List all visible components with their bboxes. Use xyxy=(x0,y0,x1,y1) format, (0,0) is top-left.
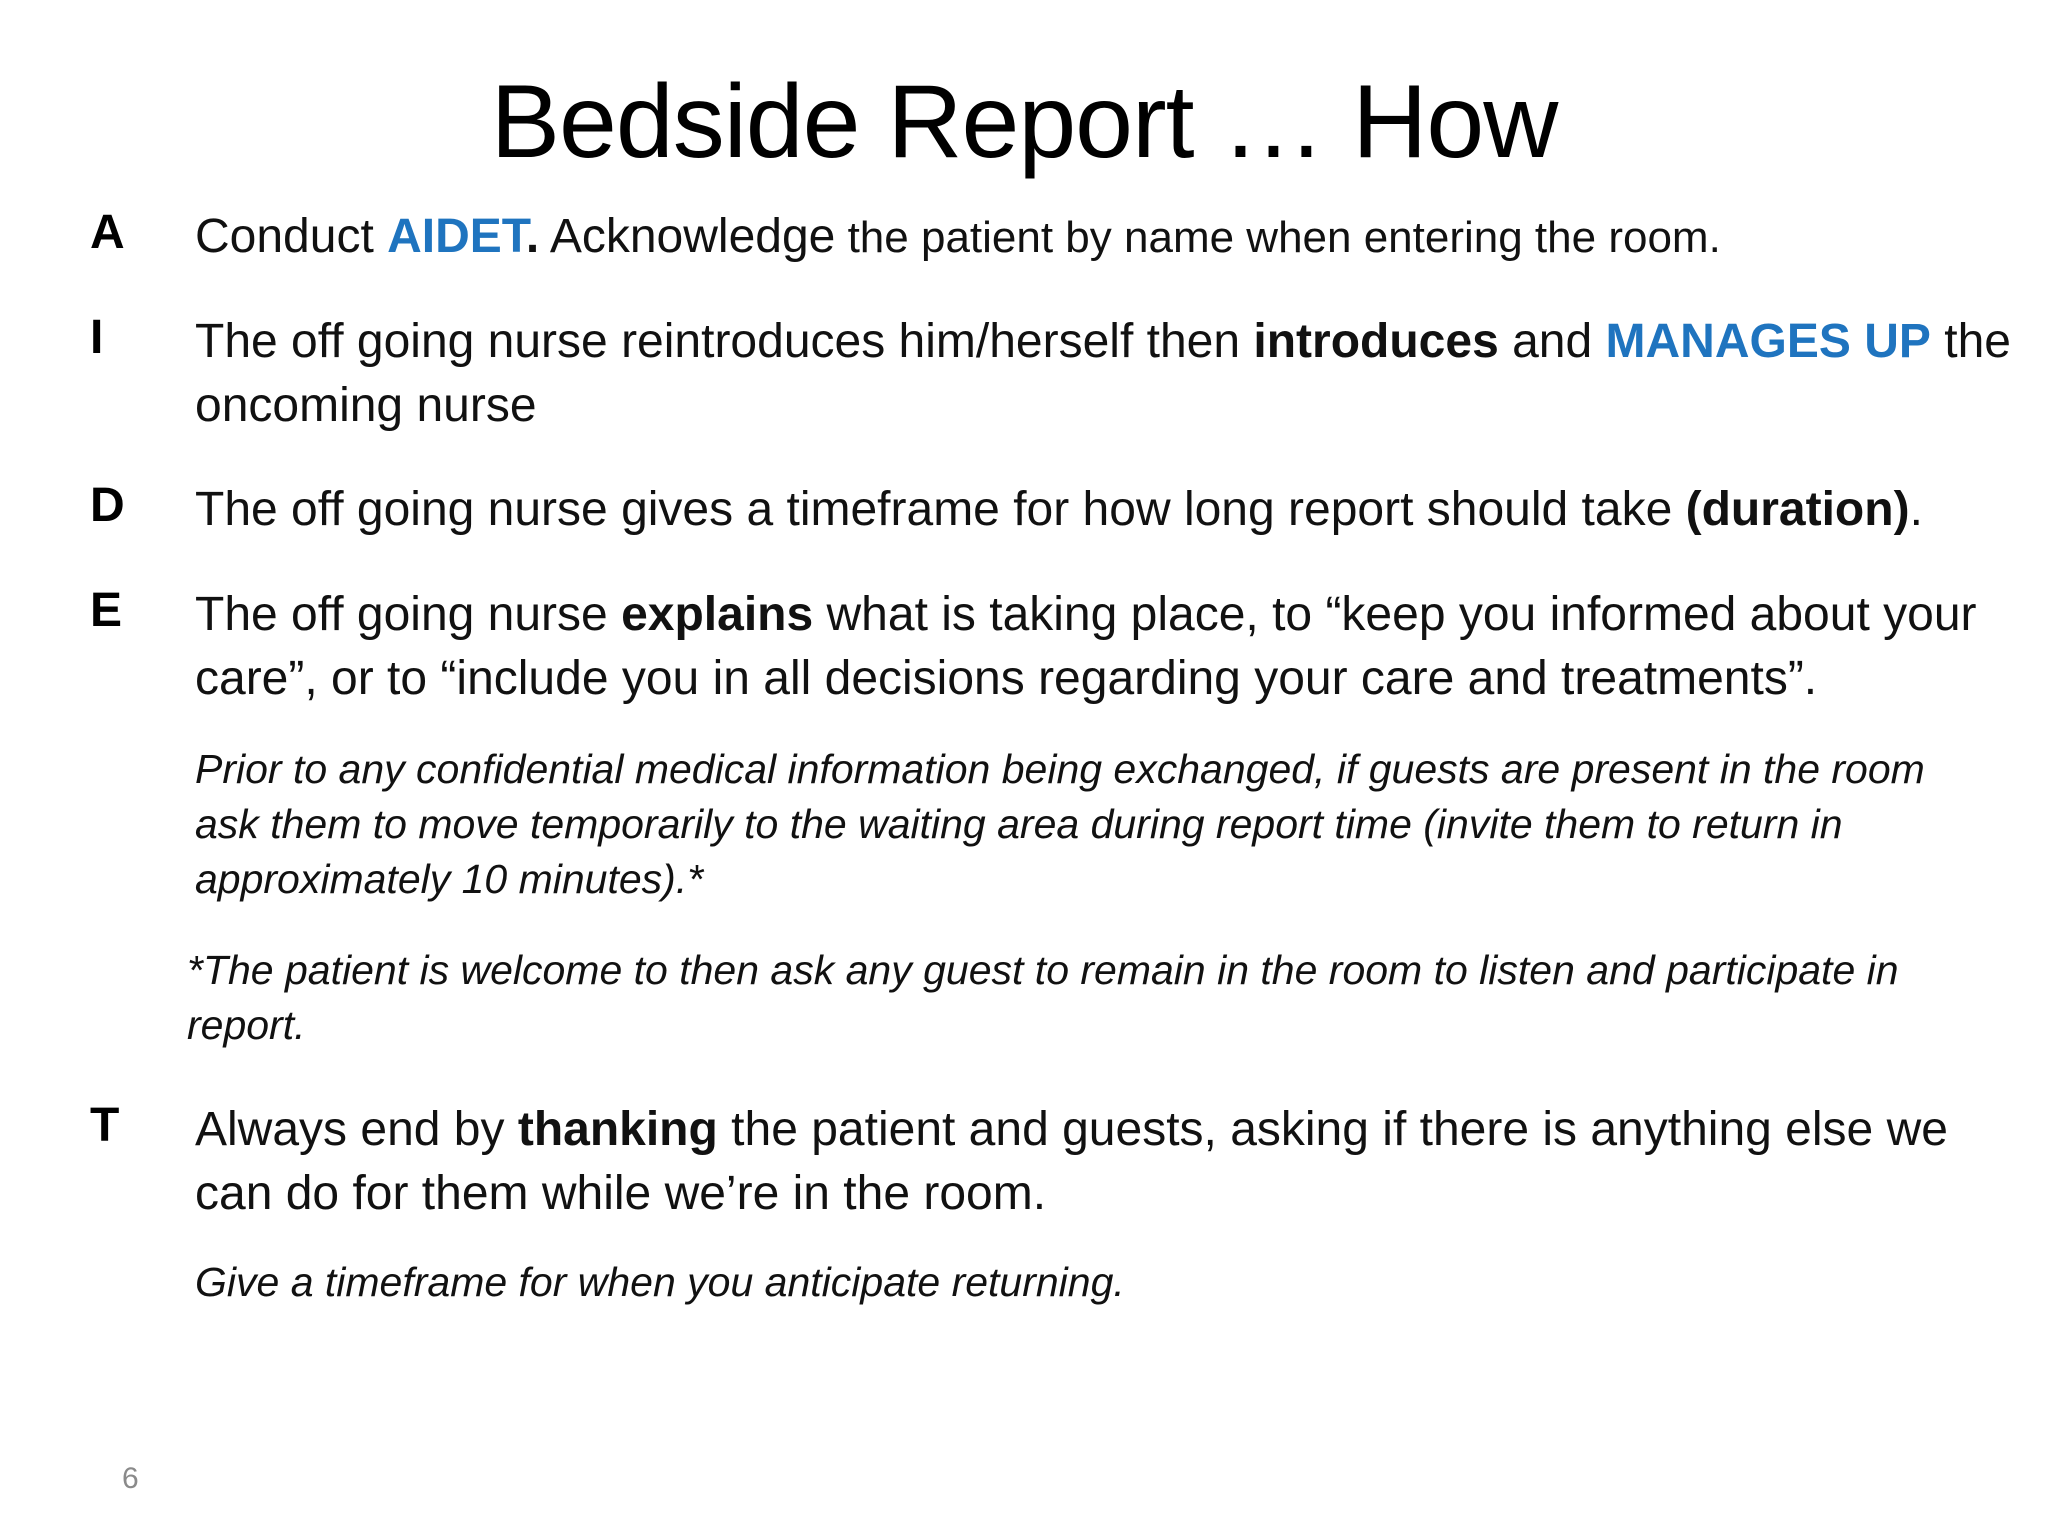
item-e-part2: what is taking place, to “keep you informed about your care”, or to “include you in all decisions regarding your care and treatments”. xyxy=(195,588,1977,705)
item-a-part3: the patient by name when entering the room. xyxy=(835,213,1721,262)
item-a-text xyxy=(195,205,2015,270)
manages-up-keyword: MANAGES UP xyxy=(1605,315,1931,368)
item-t-note: Give a timeframe for when you anticipate returning. xyxy=(195,1259,1125,1305)
introduces-keyword: introduces xyxy=(1253,315,1499,368)
slide-title: Bedside Report … How xyxy=(490,64,1558,180)
thanking-keyword: thanking xyxy=(517,1103,718,1156)
item-e-text xyxy=(195,583,2015,711)
letter-d: D xyxy=(90,479,125,532)
item-i-text xyxy=(195,310,2015,438)
explains-keyword: explains xyxy=(621,588,814,641)
item-i-part3: the oncoming nurse xyxy=(195,315,2011,432)
item-d-part2: . xyxy=(1909,483,1923,536)
item-t-part1: Always end by xyxy=(195,1103,518,1156)
item-a-dot: . xyxy=(525,210,540,263)
item-a-part2: Acknowledge xyxy=(539,210,836,263)
item-a-part1: Conduct xyxy=(195,210,388,263)
item-d-part1: The off going nurse gives a timeframe for how long report should take xyxy=(195,483,1686,536)
letter-a: A xyxy=(90,206,125,259)
letter-i: I xyxy=(90,311,104,364)
aidet-keyword: AIDET xyxy=(387,210,526,263)
item-e-note-confidential: Prior to any confidential medical information being exchanged, if guests are present in the room ask them to move temporarily to the waiting area during report time (invite them to return in approximately 10 minutes).* xyxy=(195,746,1925,902)
item-i-part2: and xyxy=(1498,315,1606,368)
duration-keyword: (duration) xyxy=(1685,483,1910,536)
item-t-part2: the patient and guests, asking if there is anything else we can do for them while we’re in the room. xyxy=(195,1103,1948,1220)
letter-e: E xyxy=(90,584,123,637)
item-e-part1: The off going nurse xyxy=(195,588,622,641)
item-t-text xyxy=(195,1098,2015,1226)
item-d-text xyxy=(195,478,2015,542)
item-e-note-guests: *The patient is welcome to then ask any guest to remain in the room to listen and participate in report. xyxy=(187,947,1899,1048)
item-i-part1: The off going nurse reintroduces him/herself then xyxy=(195,315,1254,368)
page-number: 6 xyxy=(122,1462,139,1495)
letter-t: T xyxy=(90,1099,120,1152)
